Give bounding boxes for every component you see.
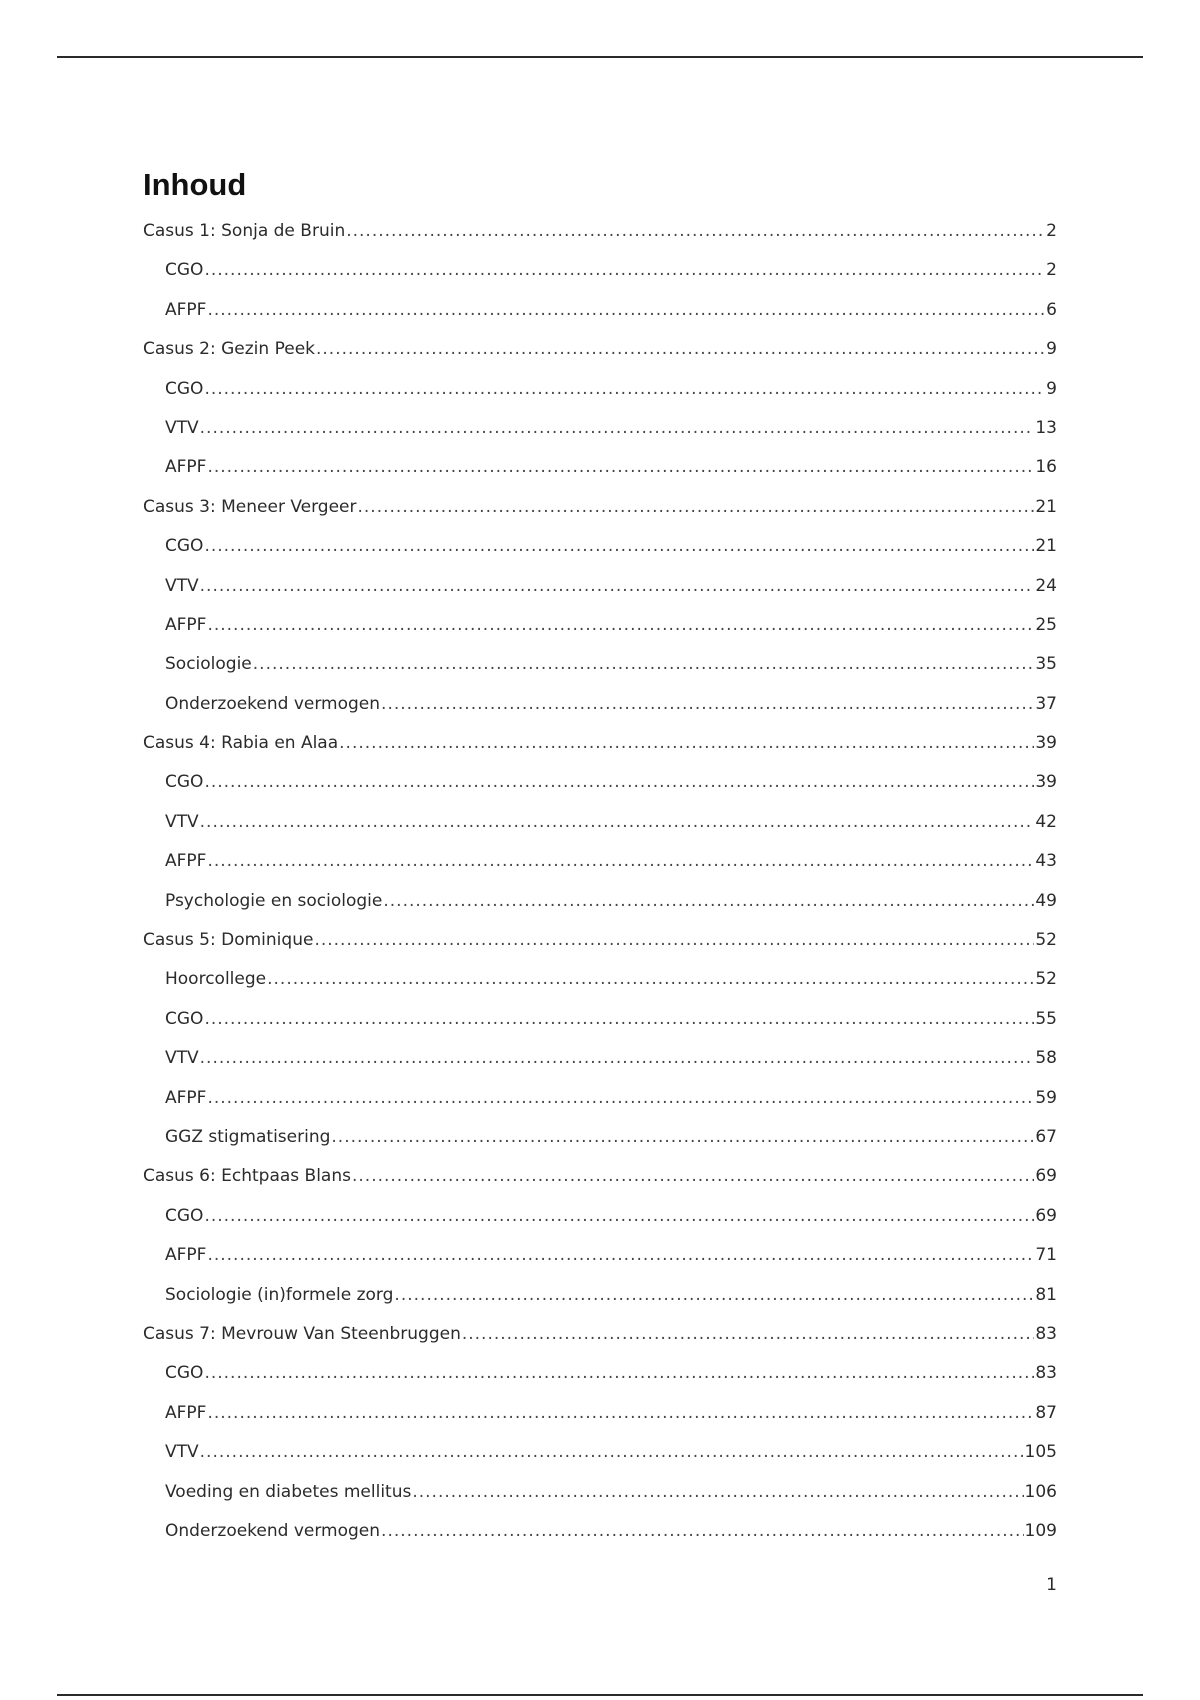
toc-entry-section[interactable] [143, 645, 1057, 684]
toc-entry-section[interactable] [143, 527, 1057, 566]
toc-entry-label: AFPF [165, 1245, 207, 1266]
toc-entry-label: Psychologie en sociologie [165, 890, 383, 911]
toc-entry-page: 9 [1046, 339, 1057, 360]
toc-entry-chapter[interactable] [143, 921, 1057, 960]
toc-entry-section[interactable] [143, 1197, 1057, 1236]
toc-entry-page: 39 [1035, 733, 1057, 754]
toc-entry-page: 52 [1035, 969, 1057, 990]
toc-dot-leader [200, 803, 1035, 842]
toc-dot-leader [346, 212, 1045, 251]
toc-dot-leader [207, 1394, 1034, 1433]
toc-entry-page: 71 [1035, 1245, 1057, 1266]
toc-entry-chapter[interactable] [143, 212, 1057, 251]
toc-entry-label: Sociologie [165, 654, 252, 675]
toc-entry-label: Casus 4: Rabia en Alaa [143, 733, 339, 754]
toc-entry-page: 49 [1035, 890, 1057, 911]
toc-entry-label: Casus 6: Echtpaas Blans [143, 1166, 351, 1187]
toc-entry-label: Casus 1: Sonja de Bruin [143, 221, 346, 241]
toc-entry-page: 35 [1035, 654, 1057, 675]
toc-entry-label: Onderzoekend vermogen [165, 1520, 381, 1541]
toc-entry-section[interactable] [143, 1000, 1057, 1039]
toc-entry-page: 69 [1035, 1166, 1057, 1187]
toc-entry-chapter[interactable] [143, 1157, 1057, 1196]
toc-entry-section[interactable] [143, 370, 1057, 409]
toc-entry-section[interactable] [143, 1276, 1057, 1315]
toc-entry-section[interactable] [143, 842, 1057, 881]
toc-dot-leader [204, 370, 1045, 409]
toc-entry-page: 81 [1035, 1284, 1057, 1305]
toc-entry-section[interactable] [143, 685, 1057, 724]
toc-entry-section[interactable] [143, 1354, 1057, 1393]
toc-title: Inhoud [143, 167, 247, 202]
toc-dot-leader [204, 527, 1034, 566]
footer-rule [57, 1694, 1143, 1696]
toc-entry-chapter[interactable] [143, 1315, 1057, 1354]
toc-dot-leader [207, 1079, 1034, 1118]
toc-entry-section[interactable] [143, 1039, 1057, 1078]
toc-entry-page: 6 [1046, 299, 1057, 320]
toc-entry-page: 37 [1035, 693, 1057, 714]
toc-entry-label: GGZ stigmatisering [165, 1126, 331, 1147]
toc-dot-leader [331, 1118, 1034, 1157]
toc-entry-label: Sociologie (in)formele zorg [165, 1284, 394, 1305]
toc-entry-section[interactable] [143, 567, 1057, 606]
toc-entry-label: CGO [165, 1008, 204, 1029]
toc-entry-label: AFPF [165, 299, 207, 320]
toc-dot-leader [412, 1473, 1023, 1512]
toc-dot-leader [267, 960, 1034, 999]
toc-entry-label: Casus 7: Mevrouw Van Steenbruggen [143, 1323, 461, 1344]
toc-entry-label: CGO [165, 536, 204, 557]
toc-entry-section[interactable] [143, 1473, 1057, 1512]
toc-entry-section[interactable] [143, 1118, 1057, 1157]
toc-entry-label: VTV [165, 811, 199, 832]
toc-entry-section[interactable] [143, 1512, 1057, 1551]
toc-entry-page: 39 [1035, 772, 1057, 793]
toc-entry-label: AFPF [165, 1402, 207, 1423]
toc-dot-leader [352, 1157, 1034, 1196]
toc-entry-page: 9 [1046, 378, 1057, 399]
toc-entry-section[interactable] [143, 1394, 1057, 1433]
toc-dot-leader [253, 645, 1035, 684]
toc-entry-section[interactable] [143, 960, 1057, 999]
toc-dot-leader [204, 763, 1034, 802]
toc-dot-leader [204, 1354, 1034, 1393]
toc-entry-page: 16 [1035, 457, 1057, 478]
table-of-contents [143, 160, 1057, 1551]
toc-dot-leader [381, 685, 1034, 724]
toc-entry-page: 83 [1035, 1363, 1057, 1384]
toc-entry-label: CGO [165, 1205, 204, 1226]
toc-entry-section[interactable] [143, 606, 1057, 645]
toc-dot-leader [314, 921, 1034, 960]
toc-entry-section[interactable] [143, 803, 1057, 842]
toc-entry-page: 52 [1035, 930, 1057, 951]
toc-dot-leader [207, 1236, 1034, 1275]
toc-entry-chapter[interactable] [143, 330, 1057, 369]
toc-entry-label: Hoorcollege [165, 969, 267, 990]
toc-entry-page: 67 [1035, 1126, 1057, 1147]
toc-entry-page: 2 [1046, 260, 1057, 281]
toc-list [143, 212, 1057, 1551]
toc-dot-leader [204, 1197, 1034, 1236]
toc-entry-section[interactable] [143, 1433, 1057, 1472]
toc-entry-page: 106 [1024, 1481, 1057, 1502]
toc-entry-label: AFPF [165, 457, 207, 478]
toc-entry-page: 105 [1024, 1442, 1057, 1463]
toc-entry-page: 2 [1046, 221, 1057, 241]
toc-entry-page: 21 [1035, 536, 1057, 557]
toc-entry-section[interactable] [143, 763, 1057, 802]
toc-entry-page: 58 [1035, 1048, 1057, 1069]
toc-dot-leader [207, 842, 1034, 881]
toc-dot-leader [207, 606, 1034, 645]
toc-entry-section[interactable] [143, 1236, 1057, 1275]
toc-dot-leader [200, 1433, 1024, 1472]
toc-entry-label: CGO [165, 378, 204, 399]
toc-dot-leader [383, 882, 1034, 921]
toc-entry-page: 109 [1024, 1520, 1057, 1541]
toc-dot-leader [339, 724, 1034, 763]
toc-dot-leader [207, 448, 1034, 487]
toc-entry-label: AFPF [165, 614, 207, 635]
toc-entry-label: AFPF [165, 1087, 207, 1108]
toc-entry-label: Onderzoekend vermogen [165, 693, 381, 714]
toc-entry-section[interactable] [143, 448, 1057, 487]
toc-entry-label: CGO [165, 1363, 204, 1384]
toc-entry-label: VTV [165, 1442, 199, 1463]
toc-entry-label: CGO [165, 772, 204, 793]
toc-entry-page: 69 [1035, 1205, 1057, 1226]
toc-entry-page: 87 [1035, 1402, 1057, 1423]
toc-entry-section[interactable] [143, 251, 1057, 290]
toc-entry-label: AFPF [165, 851, 207, 872]
toc-entry-label: Casus 5: Dominique [143, 930, 314, 951]
toc-entry-label: Casus 2: Gezin Peek [143, 339, 315, 360]
toc-entry-label: CGO [165, 260, 204, 281]
toc-entry-section[interactable] [143, 291, 1057, 330]
toc-dot-leader [316, 330, 1045, 369]
toc-entry-page: 25 [1035, 614, 1057, 635]
toc-dot-leader [200, 1039, 1035, 1078]
toc-dot-leader [381, 1512, 1024, 1551]
toc-entry-chapter[interactable] [143, 488, 1057, 527]
toc-dot-leader [207, 291, 1045, 330]
header-rule [57, 56, 1143, 58]
toc-entry-page: 42 [1035, 811, 1057, 832]
toc-entry-page: 83 [1035, 1323, 1057, 1344]
toc-entry-section[interactable] [143, 409, 1057, 448]
toc-entry-section[interactable] [143, 882, 1057, 921]
toc-entry-page: 21 [1035, 496, 1057, 517]
toc-dot-leader [200, 409, 1035, 448]
toc-dot-leader [204, 251, 1045, 290]
toc-dot-leader [358, 488, 1035, 527]
toc-entry-page: 13 [1035, 417, 1057, 438]
toc-entry-label: VTV [165, 1048, 199, 1069]
toc-dot-leader [394, 1276, 1034, 1315]
toc-dot-leader [204, 1000, 1034, 1039]
toc-entry-section[interactable] [143, 1079, 1057, 1118]
toc-entry-page: 24 [1035, 575, 1057, 596]
toc-entry-label: Casus 3: Meneer Vergeer [143, 496, 357, 517]
toc-entry-chapter[interactable] [143, 724, 1057, 763]
toc-entry-page: 59 [1035, 1087, 1057, 1108]
toc-dot-leader [462, 1315, 1035, 1354]
toc-entry-label: VTV [165, 417, 199, 438]
toc-entry-label: Voeding en diabetes mellitus [165, 1481, 412, 1502]
toc-dot-leader [200, 567, 1035, 606]
page-number: 1 [1046, 1575, 1057, 1595]
toc-entry-label: VTV [165, 575, 199, 596]
toc-entry-page: 55 [1035, 1008, 1057, 1029]
toc-entry-page: 43 [1035, 851, 1057, 872]
